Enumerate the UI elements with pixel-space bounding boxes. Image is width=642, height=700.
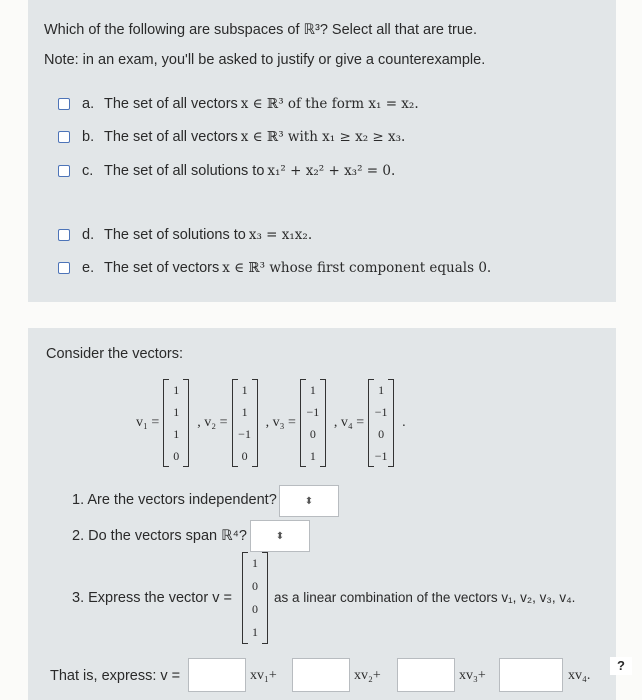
- coef-label: xv₁+: [250, 668, 277, 683]
- matrix-entry: −1: [238, 426, 251, 441]
- vector-v3-matrix: [300, 379, 326, 467]
- option-e[interactable]: [58, 258, 491, 278]
- matrix-entry: −1: [374, 404, 388, 419]
- vector-label: , v₂ =: [197, 415, 228, 430]
- select-arrows-icon: ⬍: [275, 530, 285, 542]
- matrix-entry: 1: [241, 404, 248, 419]
- checkbox-e[interactable]: [58, 262, 70, 274]
- matrix-entry: 1: [252, 625, 258, 639]
- vector-definitions: [128, 378, 410, 468]
- matrix-entry: 1: [173, 382, 180, 397]
- matrix-entry: −1: [306, 404, 320, 419]
- span-select[interactable]: [250, 520, 310, 552]
- matrix-entry: 0: [252, 602, 258, 616]
- question-prompt: Which of the following are subspaces of ℝ³? Select all that are true.: [44, 22, 478, 38]
- vector-label: , v₄ =: [333, 415, 365, 430]
- select-arrows-icon: ⬍: [304, 495, 314, 507]
- coef-label: xv₂+: [354, 668, 381, 683]
- option-math: x₁² + x₂² + x₃² = 0.: [267, 163, 396, 179]
- matrix-entry: 0: [173, 448, 180, 463]
- subquestion-express-suffix: as a linear combination of the vectors v₁, v₂, v₃, v₄.: [274, 590, 576, 605]
- option-text: The set of all vectors: [104, 129, 238, 145]
- vector-v2-matrix: [232, 379, 258, 467]
- option-letter: e.: [82, 260, 95, 276]
- option-letter: d.: [82, 227, 95, 243]
- matrix-entry: 0: [309, 426, 316, 441]
- option-d[interactable]: [58, 225, 312, 245]
- option-text: The set of all solutions to: [104, 163, 265, 179]
- matrix-entry: 1: [173, 426, 180, 441]
- option-math: x₃ = x₁x₂.: [248, 227, 313, 243]
- matrix-entry: 1: [309, 448, 316, 463]
- subquestion-independent: 1. Are the vectors independent?: [72, 492, 277, 508]
- checkbox-d[interactable]: [58, 229, 70, 241]
- option-text: The set of vectors: [104, 260, 220, 276]
- question-vectors-panel: [28, 328, 616, 700]
- matrix-entry: 1: [173, 404, 180, 419]
- express-label: That is, express: v =: [50, 668, 181, 684]
- help-icon[interactable]: ?: [610, 657, 632, 675]
- coefficient-input-3[interactable]: [397, 658, 455, 692]
- matrix-entry: 1: [252, 556, 258, 570]
- option-text: The set of solutions to: [104, 227, 246, 243]
- option-letter: a.: [82, 96, 95, 112]
- option-c[interactable]: [58, 161, 395, 181]
- option-a[interactable]: [58, 94, 419, 114]
- vectors-heading: Consider the vectors:: [46, 346, 184, 362]
- checkbox-b[interactable]: [58, 131, 70, 143]
- subquestion-express: 3. Express the vector v =: [72, 590, 232, 606]
- target-vector-matrix: [242, 552, 268, 644]
- matrix-entry: 1: [241, 382, 248, 397]
- coefficient-input-4[interactable]: [499, 658, 563, 692]
- subquestion-span: 2. Do the vectors span ℝ⁴?: [72, 528, 247, 544]
- coefficient-input-2[interactable]: [292, 658, 350, 692]
- checkbox-c[interactable]: [58, 165, 70, 177]
- checkbox-a[interactable]: [58, 98, 70, 110]
- matrix-entry: 0: [252, 579, 258, 593]
- option-text: The set of all vectors: [104, 96, 238, 112]
- matrix-entry: 1: [309, 382, 316, 397]
- vector-label: v₁ =: [136, 415, 160, 430]
- vector-v1-matrix: [163, 379, 189, 467]
- coef-label: xv₄.: [568, 668, 591, 683]
- option-math: x ∈ ℝ³ whose first component equals 0.: [222, 260, 492, 276]
- question-subspaces-panel: [28, 0, 616, 302]
- option-math: x ∈ ℝ³ of the form x₁ = x₂.: [240, 96, 419, 112]
- option-math: x ∈ ℝ³ with x₁ ≥ x₂ ≥ x₃.: [240, 129, 406, 145]
- coef-label: xv₃+: [459, 668, 486, 683]
- option-letter: b.: [82, 129, 95, 145]
- matrix-entry: 0: [378, 426, 385, 441]
- coefficient-input-1[interactable]: [188, 658, 246, 692]
- option-letter: c.: [82, 163, 94, 179]
- vector-label: , v₃ =: [265, 415, 296, 430]
- vector-v4-matrix: [368, 379, 394, 467]
- independent-select[interactable]: [279, 485, 339, 517]
- matrix-entry: 1: [378, 382, 385, 397]
- matrix-entry: −1: [374, 448, 388, 463]
- end-punctuation: .: [402, 415, 406, 430]
- matrix-entry: 0: [241, 448, 248, 463]
- option-b[interactable]: [58, 127, 405, 147]
- question-note: Note: in an exam, you'll be asked to justify or give a counterexample.: [44, 52, 486, 68]
